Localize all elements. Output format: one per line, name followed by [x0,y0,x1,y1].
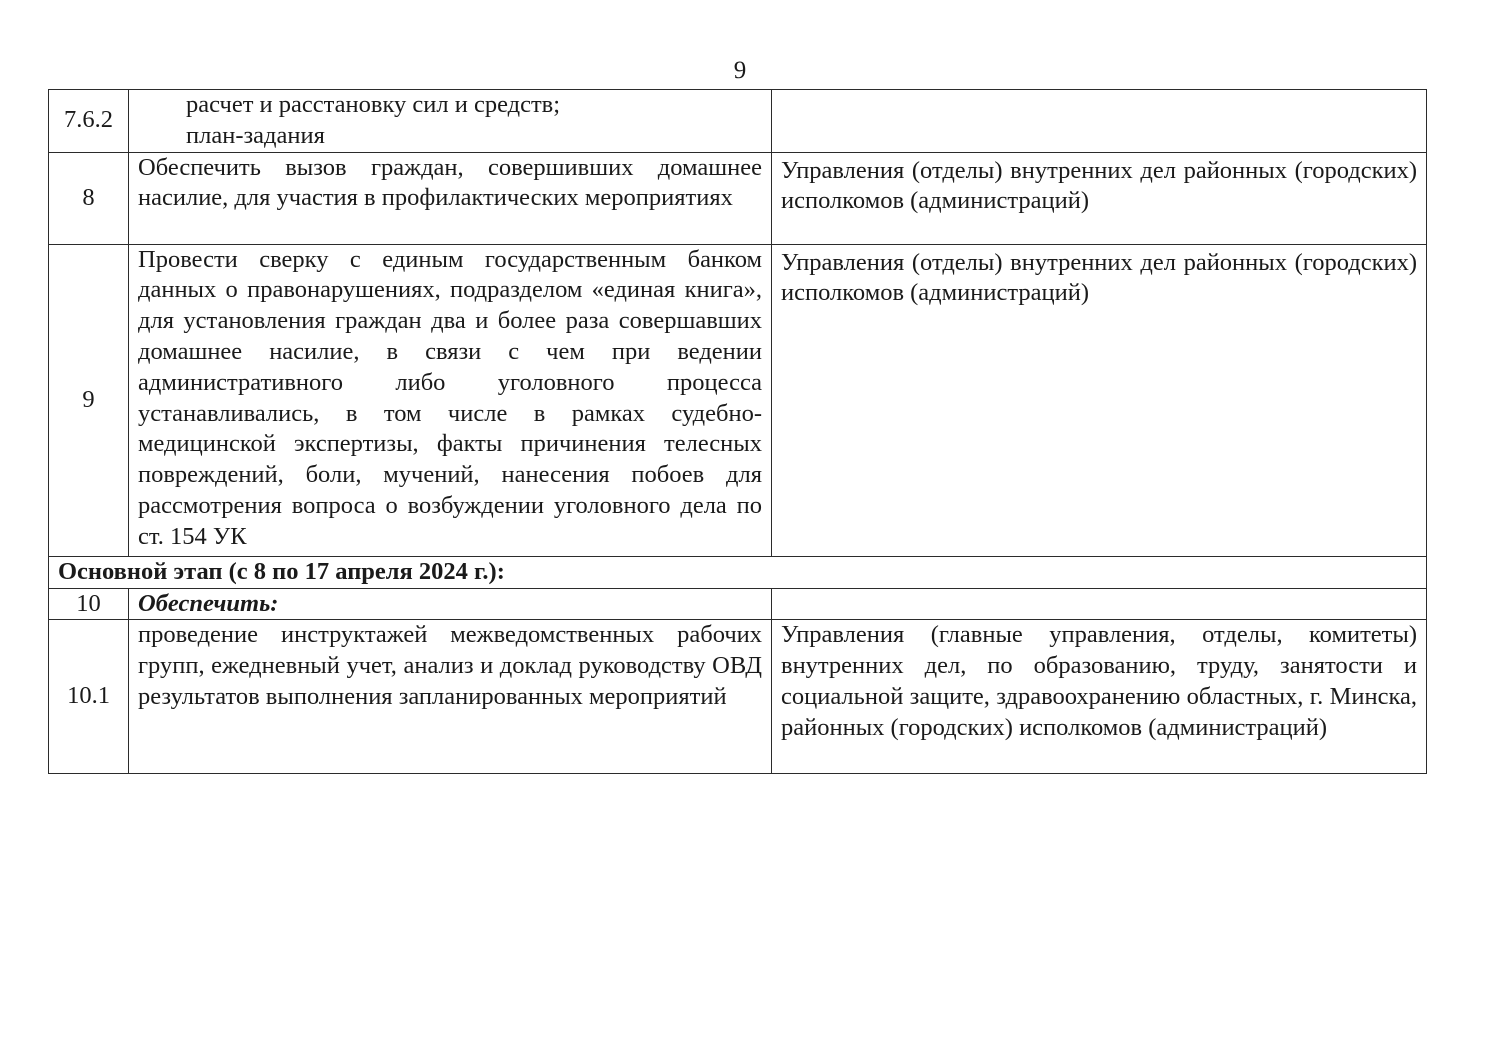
responsible-cell: Управления (отделы) внутренних дел районных (городских) исполкомов (администраций) [772,244,1427,556]
row-number: 10 [49,588,129,620]
row-number: 9 [49,244,129,556]
stage-row [49,556,1427,588]
table-row-7-6-2 [49,90,1427,153]
task-cell: Обеспечить: [129,588,772,620]
task-cell [129,90,772,153]
responsible-cell: Управления (главные управления, отделы, комитеты) внутренних дел, по образованию, труду, занятости и социальной защите, здравоохранению областных, г. Минска, районных (городских) исполкомов (администраций) [772,620,1427,774]
stage-heading: Основной этап (с 8 по 17 апреля 2024 г.): [49,556,1427,588]
table-row-10 [49,588,1427,620]
task-line: план-задания [186,121,325,149]
responsible-cell [772,90,1427,153]
table-row-8 [49,152,1427,244]
table-row-9 [49,244,1427,556]
row-number: 10.1 [49,620,129,774]
task-cell: Провести сверку с единым государственным банком данных о правонарушениях, подразделом «единая книга», для установления граждан два и более раза совершавших домашнее насилие, в связи с чем при ведении административного либо уголовного процесса устанавливались, в том числе в рамках судебно-медицинской экспертизы, факты причинения телесных повреждений, боли, мучений, нанесения побоев для рассмотрения вопроса о возбуждении уголовного дела по ст. 154 УК [129,244,772,556]
responsible-cell: Управления (отделы) внутренних дел районных (городских) исполкомов (администраций) [772,152,1427,244]
responsible-cell [772,588,1427,620]
row-number: 7.6.2 [49,90,129,153]
task-line: расчет и расстановку сил и средств; [186,91,561,118]
row-number: 8 [49,152,129,244]
plan-table [48,89,1427,774]
task-cell: проведение инструктажей межведомственных рабочих групп, ежедневный учет, анализ и доклад руководству ОВД результатов выполнения запланированных мероприятий [129,620,772,774]
task-cell: Обеспечить вызов граждан, совершивших домашнее насилие, для участия в профилактических мероприятиях [129,152,772,244]
table-row-10-1 [49,620,1427,774]
page-number: 9 [733,57,747,84]
